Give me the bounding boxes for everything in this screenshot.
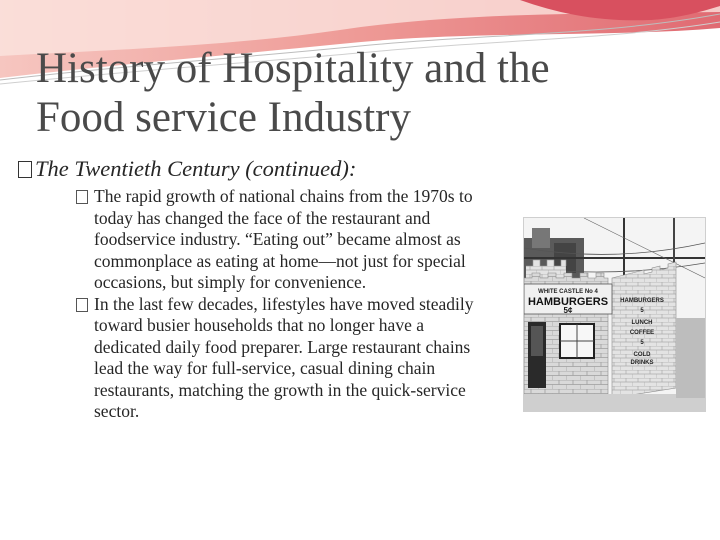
side-sign-text: 5 [640, 308, 644, 314]
side-sign-text: COFFEE [629, 330, 655, 336]
side-sign-text: 5 [640, 340, 644, 346]
square-bullet-icon [76, 190, 88, 204]
side-sign-text: COLD [633, 352, 651, 358]
square-bullet-icon [18, 161, 32, 178]
bullet-item [76, 186, 476, 294]
side-sign-text: DRINKS [630, 360, 654, 366]
hamburger-stand-illustration [524, 218, 705, 411]
bullet-list [76, 186, 476, 423]
sign-top-text: WHITE CASTLE No 4 [538, 289, 598, 295]
square-bullet-icon [76, 298, 88, 312]
slide-title-line-1: History of Hospitality and the [36, 45, 550, 92]
side-sign-text: HAMBURGERS [620, 298, 664, 304]
sign-main-text: HAMBURGERS [527, 296, 609, 308]
bullet-item [76, 294, 476, 423]
hamburger-stand-photo [523, 217, 706, 412]
slide-title-line-2: Food service Industry [36, 94, 411, 141]
section-heading [18, 156, 518, 182]
side-sign-text: LUNCH [631, 320, 653, 326]
bullet-text: The rapid growth of national chains from the 1970s to today has changed the face of the restaurant and foodservice industry. “Eating out” became almost as commonplace as eating at home—not just for special occasions, but simply for convenience. [94, 186, 473, 292]
bullet-text: In the last few decades, lifestyles have moved steadily toward busier households that no longer have a dedicated daily food preparer. Large restaurant chains lead the way for full-service, casual dining chain restaurants, matching the growth in the quick-service sector. [94, 293, 474, 421]
slide-title [36, 44, 676, 142]
sign-price-text: 5¢ [563, 306, 573, 315]
section-heading-text: The Twentieth Century (continued): [35, 156, 357, 181]
